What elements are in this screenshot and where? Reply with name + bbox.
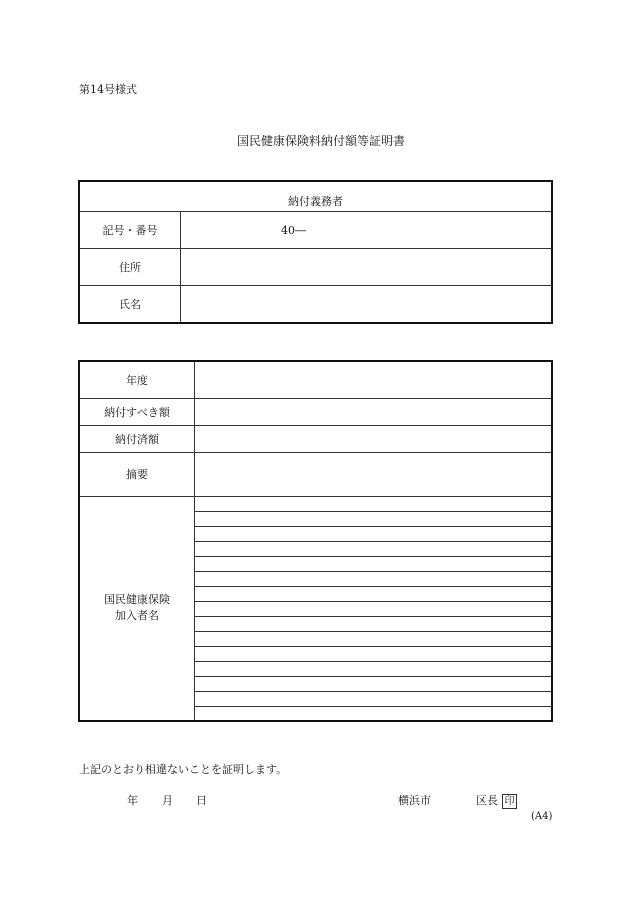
member-line[interactable] <box>195 526 553 541</box>
member-line[interactable] <box>195 706 553 721</box>
payer-table <box>78 180 553 324</box>
amount-paid-value[interactable] <box>195 425 553 452</box>
member-line[interactable] <box>195 646 553 661</box>
summary-label: 摘要 <box>79 452 195 496</box>
name-label: 氏名 <box>79 286 181 324</box>
payer-header: 納付義務者 <box>79 181 552 212</box>
member-line[interactable] <box>195 691 553 706</box>
member-line[interactable] <box>195 661 553 676</box>
seal-icon: 印 <box>502 794 517 809</box>
member-line[interactable] <box>195 496 553 511</box>
document-title: 国民健康保険料納付額等証明書 <box>236 134 405 148</box>
members-label <box>79 496 195 721</box>
member-line[interactable] <box>195 631 553 646</box>
member-line[interactable] <box>195 556 553 571</box>
ward-chief-label <box>476 792 517 809</box>
symbol-number-value[interactable]: 40― <box>181 212 553 249</box>
member-line[interactable] <box>195 616 553 631</box>
name-value[interactable] <box>181 286 553 324</box>
member-line[interactable] <box>195 586 553 601</box>
member-line[interactable] <box>195 676 553 691</box>
member-line[interactable] <box>195 571 553 586</box>
address-label: 住所 <box>79 249 181 286</box>
member-line[interactable] <box>195 601 553 616</box>
date-year-label: 年 <box>127 794 138 807</box>
amount-due-value[interactable] <box>195 398 553 425</box>
address-value[interactable] <box>181 249 553 286</box>
paper-size-label: (A4) <box>531 811 553 822</box>
amount-due-label: 納付すべき額 <box>79 398 195 425</box>
detail-table <box>78 360 553 722</box>
city-label: 横浜市 <box>398 794 431 807</box>
ward-chief-text: 区長 <box>476 794 498 807</box>
date-day-label: 日 <box>196 794 207 807</box>
amount-paid-label: 納付済額 <box>79 425 195 452</box>
fiscal-year-value[interactable] <box>195 361 553 398</box>
form-number: 第14号様式 <box>79 83 137 96</box>
certification-statement: 上記のとおり相違ないことを証明します。 <box>79 763 288 776</box>
member-line[interactable] <box>195 511 553 526</box>
symbol-number-label: 記号・番号 <box>79 212 181 249</box>
members-label-line2: 加入者名 <box>115 609 159 623</box>
member-line[interactable] <box>195 541 553 556</box>
date-month-label: 月 <box>162 794 173 807</box>
fiscal-year-label: 年度 <box>79 361 195 398</box>
members-label-line1: 国民健康保険 <box>104 593 170 607</box>
summary-value[interactable] <box>195 452 553 496</box>
